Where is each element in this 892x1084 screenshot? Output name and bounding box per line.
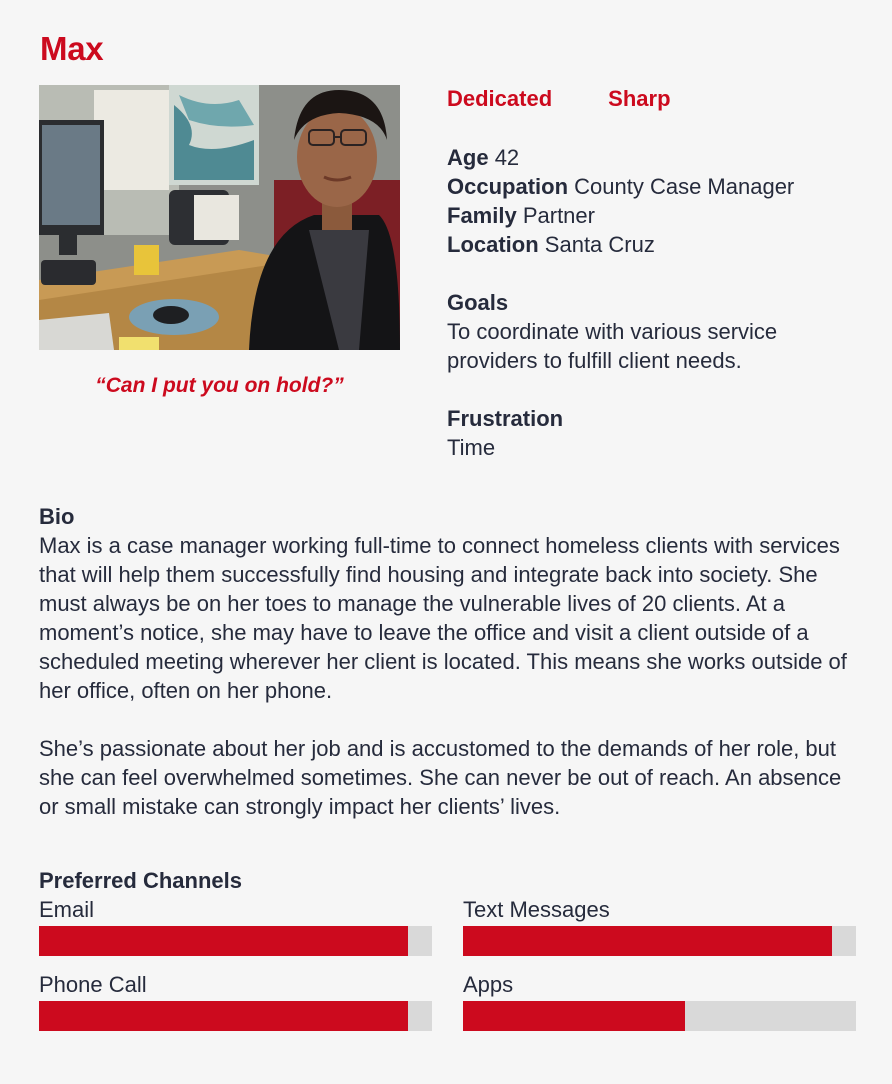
fact-age [447, 143, 794, 172]
bio-paragraph: She’s passionate about her job and is accustomed to the demands of her role, but she can feel overwhelmed sometimes. She can never be out of reach. An absence or small mistake can strongly impact her clients’ lives. [39, 736, 842, 819]
goals-title: Goals [447, 290, 509, 315]
channel-label: Email [39, 897, 95, 922]
channel-text-messages [463, 895, 856, 956]
persona-photo [39, 85, 400, 350]
channels-title: Preferred Channels [39, 868, 242, 893]
persona-quote: “Can I put you on hold?” [95, 374, 344, 397]
frustration-text: Time [447, 435, 496, 460]
channel-bar [463, 1001, 856, 1031]
bio-section [39, 502, 859, 850]
bio-title: Bio [39, 504, 75, 529]
trait-list [447, 86, 671, 112]
channel-label: Apps [463, 972, 514, 997]
channel-email [39, 895, 432, 956]
frustration-title: Frustration [447, 406, 564, 431]
channel-bar [463, 926, 856, 956]
fact-label: Location [447, 232, 539, 257]
channel-bar [39, 1001, 432, 1031]
goals-text: To coordinate with various service providers to fulfill client needs. [447, 319, 778, 373]
fact-value: Partner [522, 203, 595, 228]
persona-facts [447, 143, 794, 259]
frustration-section [447, 404, 867, 462]
bio-paragraph: Max is a case manager working full-time to connect homeless clients with services that will help them successfully find housing and integrate back into society. She must always be on her toes to manage the vulnerable lives of 20 clients. At a moment’s notice, she may have to leave the office and visit a client outside of a scheduled meeting wherever her client is located. This means she works outside of her office, often on her phone. [39, 533, 847, 703]
persona-name: Max [40, 30, 104, 67]
fact-family [447, 201, 794, 230]
fact-value: 42 [494, 145, 520, 170]
channel-bar [39, 926, 432, 956]
channel-bar-fill [463, 1001, 685, 1031]
goals-section [447, 288, 867, 375]
fact-label: Age [447, 145, 489, 170]
channel-apps [463, 970, 856, 1031]
fact-label: Family [447, 203, 517, 228]
channel-bar-fill [39, 1001, 408, 1031]
fact-location [447, 230, 794, 259]
channel-bar-fill [39, 926, 408, 956]
fact-label: Occupation [447, 174, 569, 199]
fact-value: County Case Manager [574, 174, 795, 199]
fact-value: Santa Cruz [544, 232, 655, 257]
channel-bar-fill [463, 926, 832, 956]
channel-label: Phone Call [39, 972, 147, 997]
channel-phone-call [39, 970, 432, 1031]
fact-occupation [447, 172, 794, 201]
channel-label: Text Messages [463, 897, 610, 922]
trait-dedicated: Dedicated [447, 86, 553, 111]
trait-sharp: Sharp [608, 86, 671, 111]
